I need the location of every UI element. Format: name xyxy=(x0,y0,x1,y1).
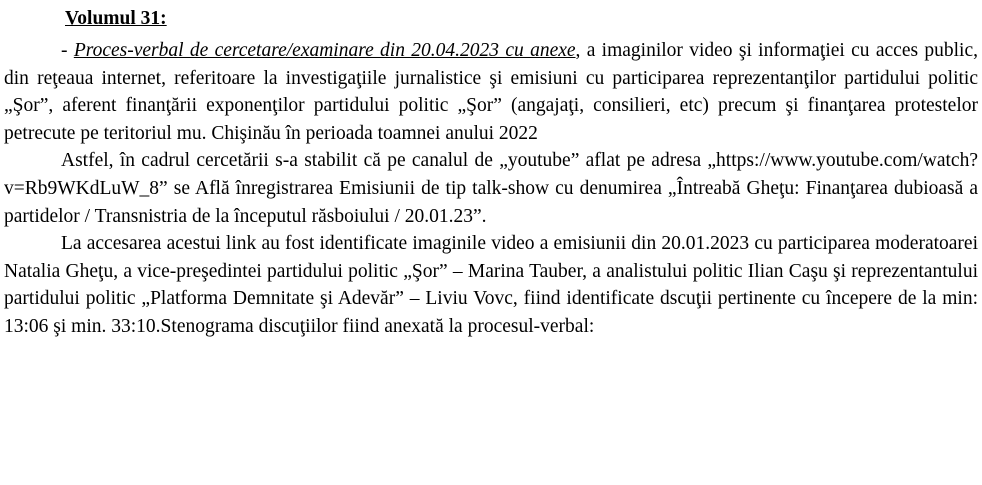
volume-heading: Volumul 31: xyxy=(65,8,167,29)
paragraph-investigation: Astfel, în cadrul cercetării s-a stabilit că pe canalul de „youtube” aflat pe adresa „https://www.youtube.com/watch?v=Rb9WKdLuW_8” se Află înregistrarea Emisiunii de tip talk-show cu denumirea „Întreabă Gheţu: Finanţarea dubioasă a partidelor / Transnistria de la începutul răsboiului / 20.01.23”. xyxy=(4,150,978,227)
item-title: Proces-verbal de cercetare/examinare din 20.04.2023 cu anexe xyxy=(73,40,576,61)
paragraph-video-access: La accesarea acestui link au fost identificate imaginile video a emisiunii din 20.01.2023 cu participarea moderatoarei Natalia Gheţu, a vice-preşedintei partidului politic „Şor” – Marina Tauber, a analistului politic Ilian Caşu şi reprezentantului partidului politic „Platforma Demnitate şi Adevăr” – Liviu Vovc, fiind identificate dscuţii pertinente cu începere de la min: 13:06 şi min. 33:10.Stenograma discuţiilor fiind anexată la procesul-verbal: xyxy=(4,233,978,337)
item-description: , a imaginilor video şi informaţiei cu acces public, din reţeaua internet, referitoare la investigaţiile jurnalistice şi emisiuni cu participarea reprezentanţilor partidului politic „Şor”, aferent finanţării exponenţilor partidului politic „Şor” (angajaţi, consilieri, etc) precum şi finanţarea protestelor petrecute pe teritoriul mu. Chişinău în perioada toamnei anului 2022 xyxy=(4,40,978,144)
evidence-item xyxy=(4,37,978,147)
document-body xyxy=(4,0,978,341)
item-bullet: - xyxy=(61,40,68,61)
